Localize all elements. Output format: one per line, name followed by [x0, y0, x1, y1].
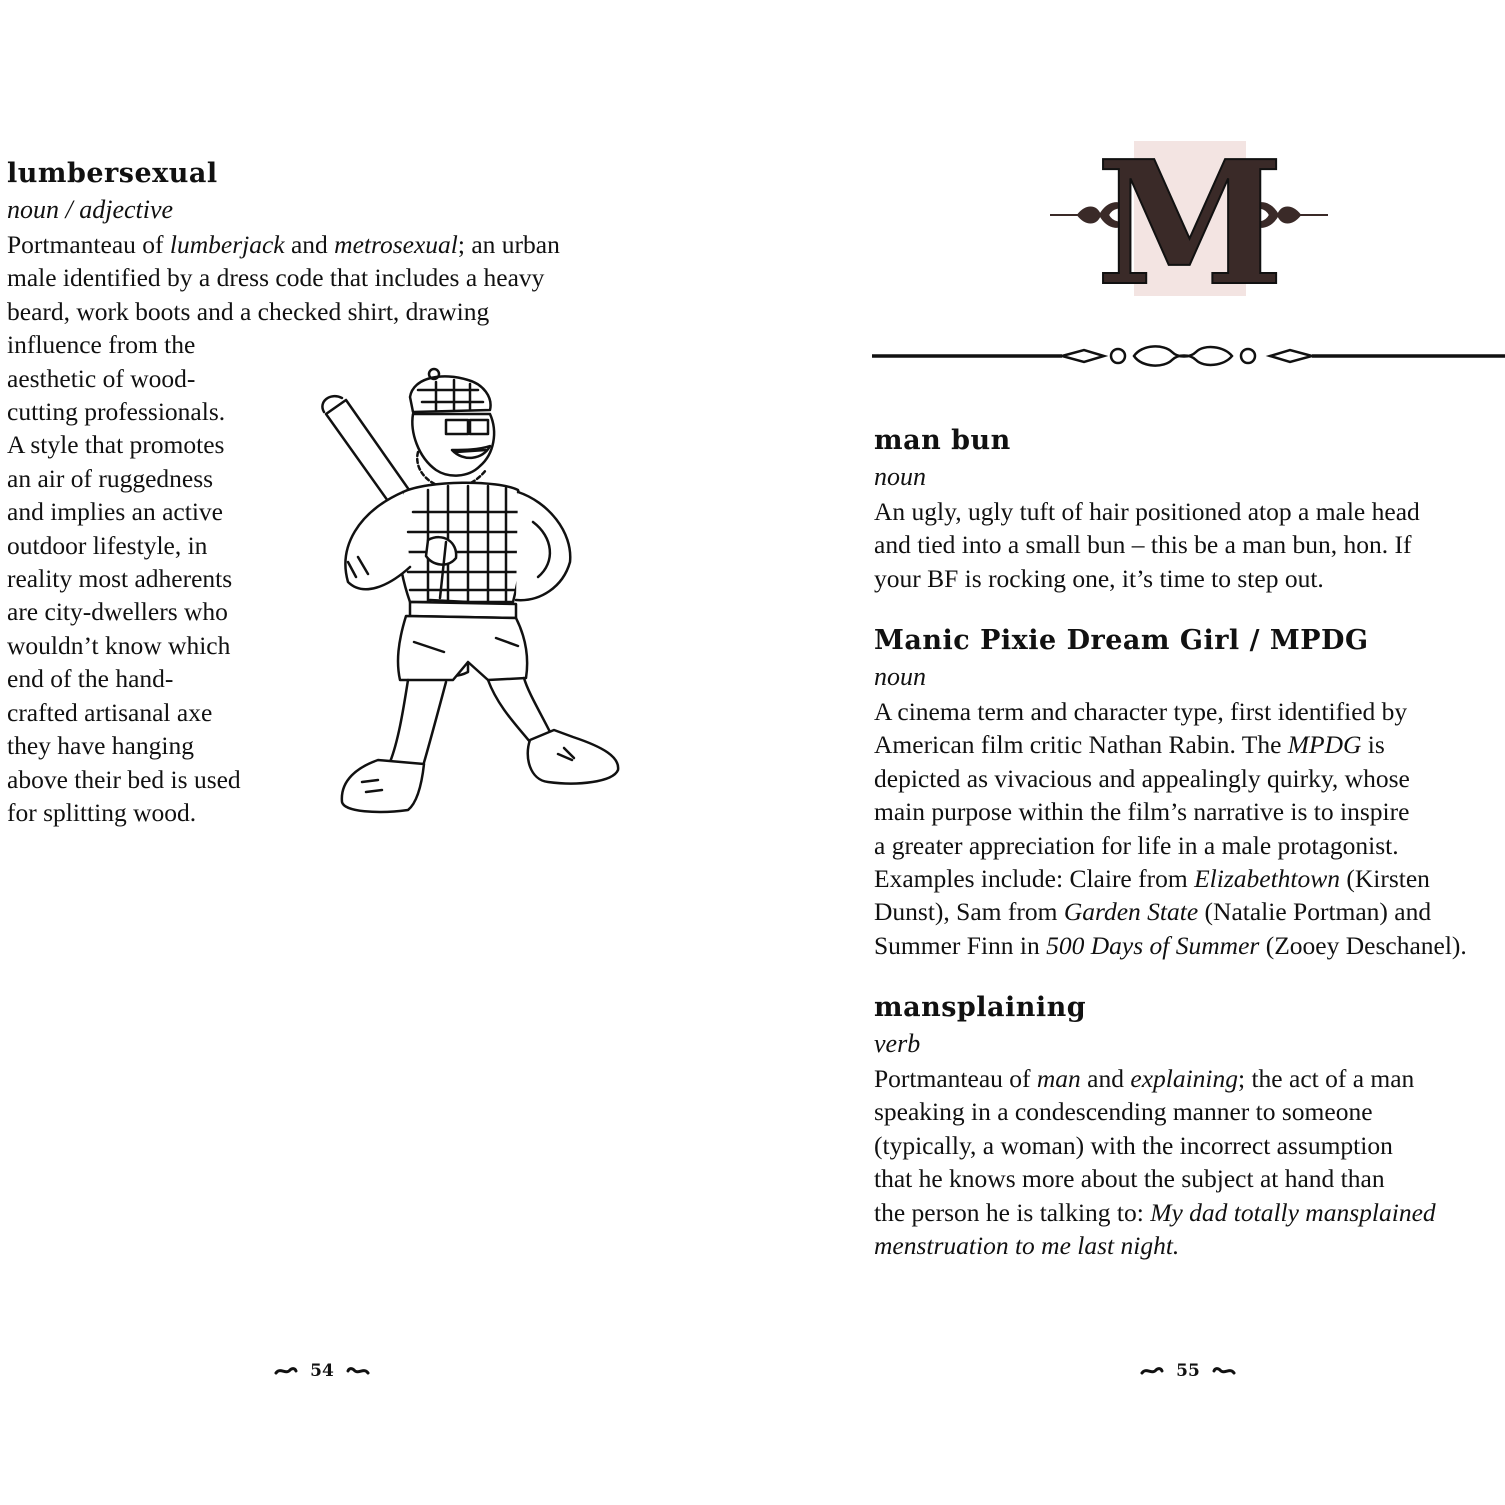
italic-term: lumberjack — [169, 230, 285, 259]
definition-line: for splitting wood. — [7, 797, 197, 827]
definition-line: depicted as vivacious and appealingly quirky, whose — [874, 763, 1410, 793]
italic-term: 500 Days of Summer — [1046, 930, 1260, 960]
definition-line: the person he is talking to: My dad totally mansplained — [874, 1197, 1436, 1227]
italic-term: My dad totally mansplained — [1150, 1197, 1436, 1227]
definition-line: Portmanteau of man and explaining; the act of a man — [874, 1064, 1415, 1093]
italic-term: Elizabethtown — [1194, 864, 1340, 894]
definition-line: An ugly, ugly tuft of hair positioned atop a male head — [874, 497, 1420, 526]
left-page — [0, 0, 740, 1505]
part-of-speech: noun / adjective — [7, 195, 174, 224]
italic-term: MPDG — [1287, 730, 1362, 760]
definition-line: speaking in a condescending manner to someone — [874, 1097, 1373, 1127]
part-of-speech: verb — [874, 1029, 921, 1058]
definition-line: end of the hand- — [7, 664, 174, 694]
definition-line: your BF is rocking one, it’s time to step out. — [874, 563, 1324, 593]
definition-man-bun — [874, 495, 1420, 595]
headword-man-bun: man bun — [874, 425, 1011, 456]
part-of-speech: noun — [874, 462, 926, 491]
headword-lumbersexual: lumbersexual — [7, 158, 218, 189]
italic-term: menstruation to me last night. — [874, 1231, 1180, 1261]
definition-line: an air of ruggedness — [7, 463, 214, 493]
folio-right-ornament-icon — [1212, 1365, 1236, 1377]
definition-line: influence from the — [7, 330, 196, 360]
definition-line: aesthetic of wood- — [7, 363, 196, 393]
italic-term: man — [1036, 1064, 1081, 1093]
definition-line: male identified by a dress code that includes a heavy — [7, 263, 545, 293]
page-number-55: 55 — [1118, 1360, 1258, 1381]
right-page — [740, 0, 1505, 1505]
definition-line: are city-dwellers who — [7, 597, 228, 627]
definition-line: reality most adherents — [7, 564, 233, 594]
italic-term: Garden State — [1063, 897, 1199, 927]
headword-manic-pixie-dream-girl: Manic Pixie Dream Girl / MPDG — [874, 625, 1369, 656]
definition-line: a greater appreciation for life in a male protagonist. — [874, 830, 1399, 860]
headword-mansplaining: mansplaining — [874, 992, 1087, 1023]
definition-line: they have hanging — [7, 731, 194, 761]
definition-line: Dunst), Sam from Garden State (Natalie Portman) and — [874, 897, 1432, 927]
definition-line: A style that promotes — [7, 430, 225, 460]
definition-line: A cinema term and character type, first identified by — [874, 697, 1408, 726]
definition-line: Portmanteau of lumberjack and metrosexual; an urban — [7, 230, 560, 259]
folio-right-ornament-icon — [346, 1365, 370, 1377]
section-capital-m — [1048, 135, 1330, 300]
definition-line: cutting professionals. — [7, 397, 226, 427]
definition-line: (typically, a woman) with the incorrect assumption — [874, 1130, 1393, 1160]
definition-line: and implies an active — [7, 497, 223, 527]
definition-mansplaining — [874, 1062, 1436, 1262]
capital-letter: M — [1095, 135, 1285, 300]
definition-line: wouldn’t know which — [7, 630, 231, 660]
folio-left-ornament-icon — [274, 1365, 298, 1377]
part-of-speech: noun — [874, 662, 926, 691]
italic-term: metrosexual — [334, 230, 458, 259]
ornamental-rule — [872, 342, 1505, 372]
definition-line — [874, 1229, 1436, 1262]
definition-line: American film critic Nathan Rabin. The MPDG is — [874, 730, 1385, 760]
definition-line: that he knows more about the subject at hand than — [874, 1164, 1385, 1194]
definition-line: outdoor lifestyle, in — [7, 530, 208, 560]
page-number-54: 54 — [252, 1360, 392, 1381]
definition-line: Summer Finn in 500 Days of Summer (Zooey Deschanel). — [874, 930, 1467, 960]
definition-line: crafted artisanal axe — [7, 697, 213, 727]
definition-line: and tied into a small bun – this be a man bun, hon. If — [874, 530, 1412, 560]
definition-line: Examples include: Claire from Elizabethtown (Kirsten — [874, 864, 1430, 894]
definition-manic-pixie-dream-girl — [874, 695, 1467, 962]
folio-left-ornament-icon — [1140, 1365, 1164, 1377]
definition-line: beard, work boots and a checked shirt, drawing — [7, 296, 490, 326]
definition-line: main purpose within the film’s narrative is to inspire — [874, 797, 1410, 827]
lumberjack-illustration — [318, 362, 628, 822]
italic-term: explaining — [1130, 1064, 1239, 1093]
definition-line: above their bed is used — [7, 764, 241, 794]
